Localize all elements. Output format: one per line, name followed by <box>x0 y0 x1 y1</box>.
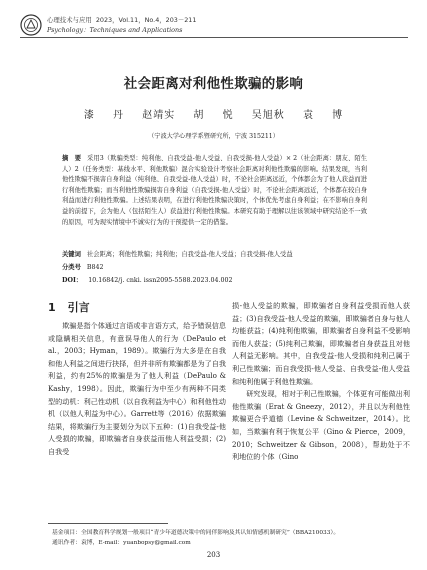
affiliation: （宁波大学心理学系暨研究所，宁波 315211） <box>148 133 279 140</box>
journal-name-en: Psychology：Techniques and Applications <box>47 26 183 34</box>
keywords-label: 关键词 <box>62 251 81 258</box>
doi[interactable] <box>62 275 233 284</box>
contact-note: 通讯作者：袁博，E-mail：yuanbopsy@gmail.com <box>52 540 191 546</box>
journal-logo-icon <box>20 14 42 36</box>
footnote <box>52 528 382 548</box>
abstract <box>62 154 367 228</box>
fund-note: 基金项目：全国教育科学规划一般项目“青少年道德决策中的同伴影响及其认知情感机制研究”（BBA210033）。 <box>52 530 340 536</box>
author: 袁 博 <box>302 110 344 121</box>
abstract-text: 采用3（欺骗类型：纯利他、自我受益-他人受益、自我受损-他人受益）× 2（社会距离：朋友、陌生人）2（任务类型：基线水平、利他欺骗）混合实验设计考察社会距离对利他性欺骗的影响。结果发现，当利他性欺骗不损害自身利益（纯利他、自我受益-他人受益）时，不论社会距离远近，个体都会为了他人获益而进行利他性欺骗；而当利他性欺骗损害自身利益（自我受损-他人受益）时，不论社会距离远近，个体都在较自身利益而进行利他性欺骗。上述结果表明，在进行利他性欺骗决策时，个体优先考虑自身利益；在不影响自身利益的前提下，会为他人（包括陌生人）获益进行利他性欺骗。本研究有助于理解以往该领域中研究结论不一致的原因，可为现实情境中不诚实行为的干预提供一定的借鉴。 <box>62 155 368 226</box>
abstract-label: 摘 要 <box>62 155 82 162</box>
section-number: 1 <box>48 301 56 314</box>
journal-issue: 2023，Vol.11，No.4，203－211 <box>95 16 197 24</box>
classification-code: B842 <box>86 264 104 271</box>
doi-label: DOI： <box>62 277 83 284</box>
header-rule <box>20 37 408 38</box>
paper-title: 社会距离对利他性欺骗的影响 <box>123 76 304 92</box>
journal-name-cn: 心理技术与应用 <box>47 16 92 24</box>
section-heading <box>48 299 102 315</box>
classification-label: 分类号 <box>62 264 81 271</box>
left-column <box>48 320 226 459</box>
body-paragraph: 研究发现，相对于利己性欺骗，个体更有可能做出利他性欺骗（Erat & Gneezy，2012），并且以为利他性欺骗更合乎道德（Levine & Schweitzer，2014）。比如，当欺骗有利于恢复公平（Gino & Pierce，2009，2010；Schweitzer & Gibson，2008），帮助处于不利地位的个体（Gino <box>232 389 410 462</box>
author: 胡 悦 <box>193 110 234 121</box>
footnote-rule <box>48 523 168 524</box>
page-number: 203 <box>206 551 221 559</box>
doi-value[interactable]: 10.16842/j. cnki. issn2095-5588.2023.04.002 <box>88 277 233 284</box>
author: 漆 丹 <box>83 110 125 121</box>
section-title: 引言 <box>67 301 90 314</box>
body-paragraph: 欺骗是指个体通过言语或非言语方式，给予错误信息或隐瞒相关信息，有意误导他人的行为（DePaulo et al.，2003；Hyman，1989）。欺骗行为大多是在自我和他人利益之间进行抉择，但并非所有欺骗都是为了自我利益，约有25%的欺骗是为了他人利益（DePaulo & Kashy，1998）。因此，欺骗行为中至少有两种不同类型的动机：利己性动机（以自我利益为中心）和利他性动机（以他人利益为中心）。Garrett等（2016）依据欺骗结果，将欺骗行为主要划分为以下五种：(1)自我受益-他人受损的欺骗，即欺骗者自身获益而他人利益受损；(2)自我受 <box>48 321 226 456</box>
classification <box>62 262 104 271</box>
keywords <box>62 249 367 258</box>
author: 吴旭秋 <box>251 110 285 121</box>
body-paragraph: 损-他人受益的欺骗，即欺骗者自身利益受损而他人获益；(3)自我受益-他人受益的欺骗，即欺骗者自身与他人均能获益；(4)纯利他欺骗，即欺骗者自身利益不受影响而他人获益；(5)纯利己欺骗，即欺骗者自身获益且对他人利益无影响。其中，自我受益-他人受损和纯利己属于利己性欺骗；而自我受损-他人受益、自我受益-他人受益和纯利他属于利他性欺骗。 <box>232 301 410 386</box>
keywords-text: 社会距离；利他性欺骗；纯利他；自我受益-他人受益；自我受损-他人受益 <box>86 251 293 258</box>
author: 赵靖实 <box>142 110 176 121</box>
right-column <box>232 300 410 464</box>
author-list <box>0 106 427 121</box>
